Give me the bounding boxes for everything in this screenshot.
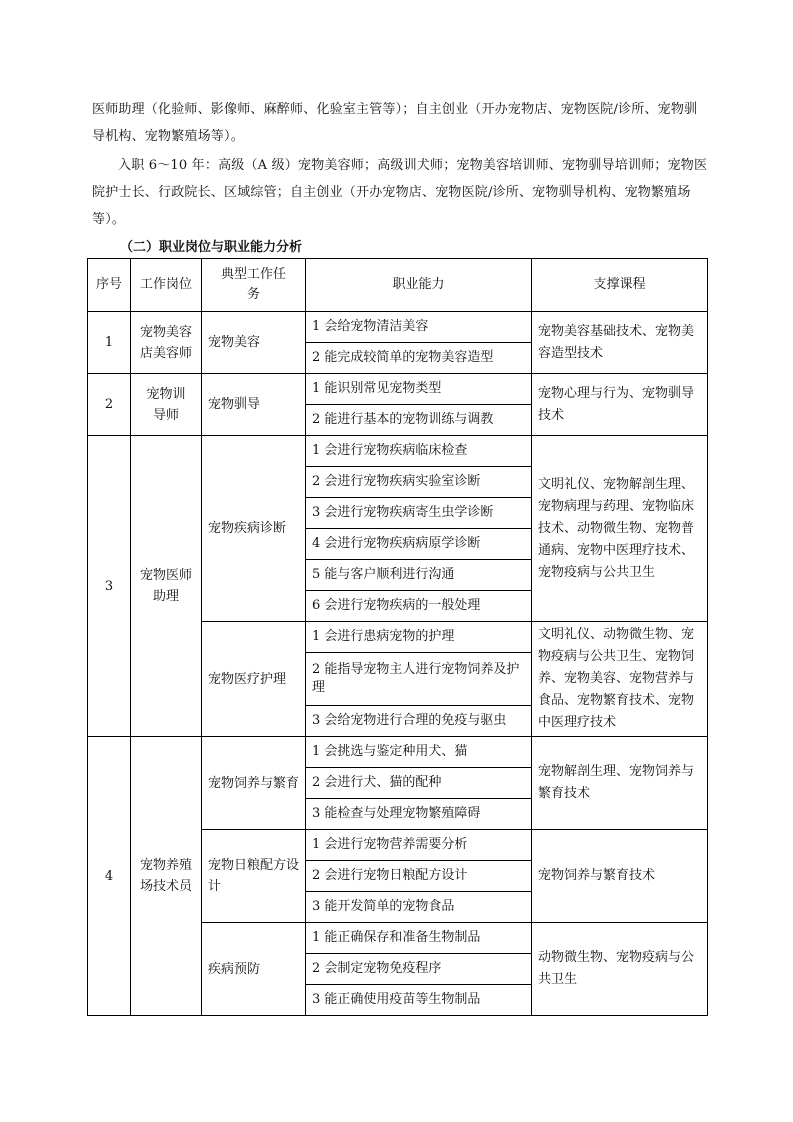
ability-item: 1 会给宠物清洁美容 — [306, 312, 532, 343]
row-number: 3 — [88, 436, 131, 737]
table-row — [88, 436, 708, 467]
typical-task: 宠物饲养与繁育 — [202, 737, 306, 830]
section-title: （二）职业岗位与职业能力分析 — [120, 240, 303, 255]
header-task: 典型工作任务 — [202, 259, 306, 312]
support-course: 文明礼仪、宠物解剖生理、宠物病理与药理、宠物临床技术、动物微生物、宠物普通病、宠物中医理疗技术、宠物疫病与公共卫生 — [532, 436, 708, 622]
typical-task: 宠物驯导 — [202, 374, 306, 436]
support-course: 宠物心理与行为、宠物驯导技术 — [532, 374, 708, 436]
ability-item: 3 会给宠物进行合理的免疫与驱虫 — [306, 706, 532, 737]
ability-item: 2 能完成较简单的宠物美容造型 — [306, 343, 532, 374]
typical-task: 宠物疾病诊断 — [202, 436, 306, 622]
ability-item: 1 会进行宠物营养需要分析 — [306, 830, 532, 861]
ability-item: 3 能开发简单的宠物食品 — [306, 892, 532, 923]
typical-task: 宠物日粮配方设计 — [202, 830, 306, 923]
ability-item: 6 会进行宠物疾病的一般处理 — [306, 591, 532, 622]
header-ability: 职业能力 — [306, 259, 532, 312]
table-header-row — [88, 259, 708, 312]
intro-paragraph-2: 入职 6～10 年：高级（A 级）宠物美容师；高级训犬师；宠物美容培训师、宠物驯导培训师；宠物医院护士长、行政院长、区域综管；自主创业（开办宠物店、宠物医院/诊所、宠物驯导机构、宠物繁殖场等）。 — [92, 158, 708, 227]
support-course: 动物微生物、宠物疫病与公共卫生 — [532, 923, 708, 1016]
typical-task: 宠物美容 — [202, 312, 306, 374]
table-row — [88, 737, 708, 768]
header-no: 序号 — [88, 259, 131, 312]
ability-item: 2 会进行宠物疾病实验室诊断 — [306, 467, 532, 498]
ability-item: 1 会进行宠物疾病临床检查 — [306, 436, 532, 467]
ability-item: 4 会进行宠物疾病病原学诊断 — [306, 529, 532, 560]
row-number: 1 — [88, 312, 131, 374]
support-course: 文明礼仪、动物微生物、宠物疫病与公共卫生、宠物饲养、宠物美容、宠物营养与食品、宠物繁育技术、宠物中医理疗技术 — [532, 622, 708, 737]
intro-paragraph-1: 医师助理（化验师、影像师、麻醉师、化验室主管等）；自主创业（开办宠物店、宠物医院/诊所、宠物驯导机构、宠物繁殖场等）。 — [92, 102, 698, 144]
ability-item: 3 会进行宠物疾病寄生虫学诊断 — [306, 498, 532, 529]
ability-item: 2 能进行基本的宠物训练与调教 — [306, 405, 532, 436]
typical-task: 疾病预防 — [202, 923, 306, 1016]
header-course: 支撑课程 — [532, 259, 708, 312]
ability-item: 1 会挑选与鉴定种用犬、猫 — [306, 737, 532, 768]
support-course: 宠物解剖生理、宠物饲养与繁育技术 — [532, 737, 708, 830]
ability-item: 2 能指导宠物主人进行宠物饲养及护理 — [306, 653, 532, 706]
ability-item: 1 能识别常见宠物类型 — [306, 374, 532, 405]
work-post: 宠物美容店美容师 — [131, 312, 202, 374]
table-row — [88, 312, 708, 343]
ability-item: 1 会进行患病宠物的护理 — [306, 622, 532, 653]
work-post: 宠物养殖场技术员 — [131, 737, 202, 1016]
ability-item: 2 会进行犬、猫的配种 — [306, 768, 532, 799]
support-course: 宠物美容基础技术、宠物美容造型技术 — [532, 312, 708, 374]
table-row — [88, 374, 708, 405]
work-post: 宠物医师助理 — [131, 436, 202, 737]
typical-task: 宠物医疗护理 — [202, 622, 306, 737]
row-number: 4 — [88, 737, 131, 1016]
header-post: 工作岗位 — [131, 259, 202, 312]
row-number: 2 — [88, 374, 131, 436]
ability-item: 2 会制定宠物免疫程序 — [306, 954, 532, 985]
ability-item: 3 能检查与处理宠物繁殖障碍 — [306, 799, 532, 830]
ability-item: 1 能正确保存和准备生物制品 — [306, 923, 532, 954]
ability-item: 3 能正确使用疫苗等生物制品 — [306, 985, 532, 1016]
career-ability-table — [87, 258, 708, 1016]
work-post: 宠物训导师 — [131, 374, 202, 436]
support-course: 宠物饲养与繁育技术 — [532, 830, 708, 923]
ability-item: 2 会进行宠物日粮配方设计 — [306, 861, 532, 892]
ability-item: 5 能与客户顺利进行沟通 — [306, 560, 532, 591]
